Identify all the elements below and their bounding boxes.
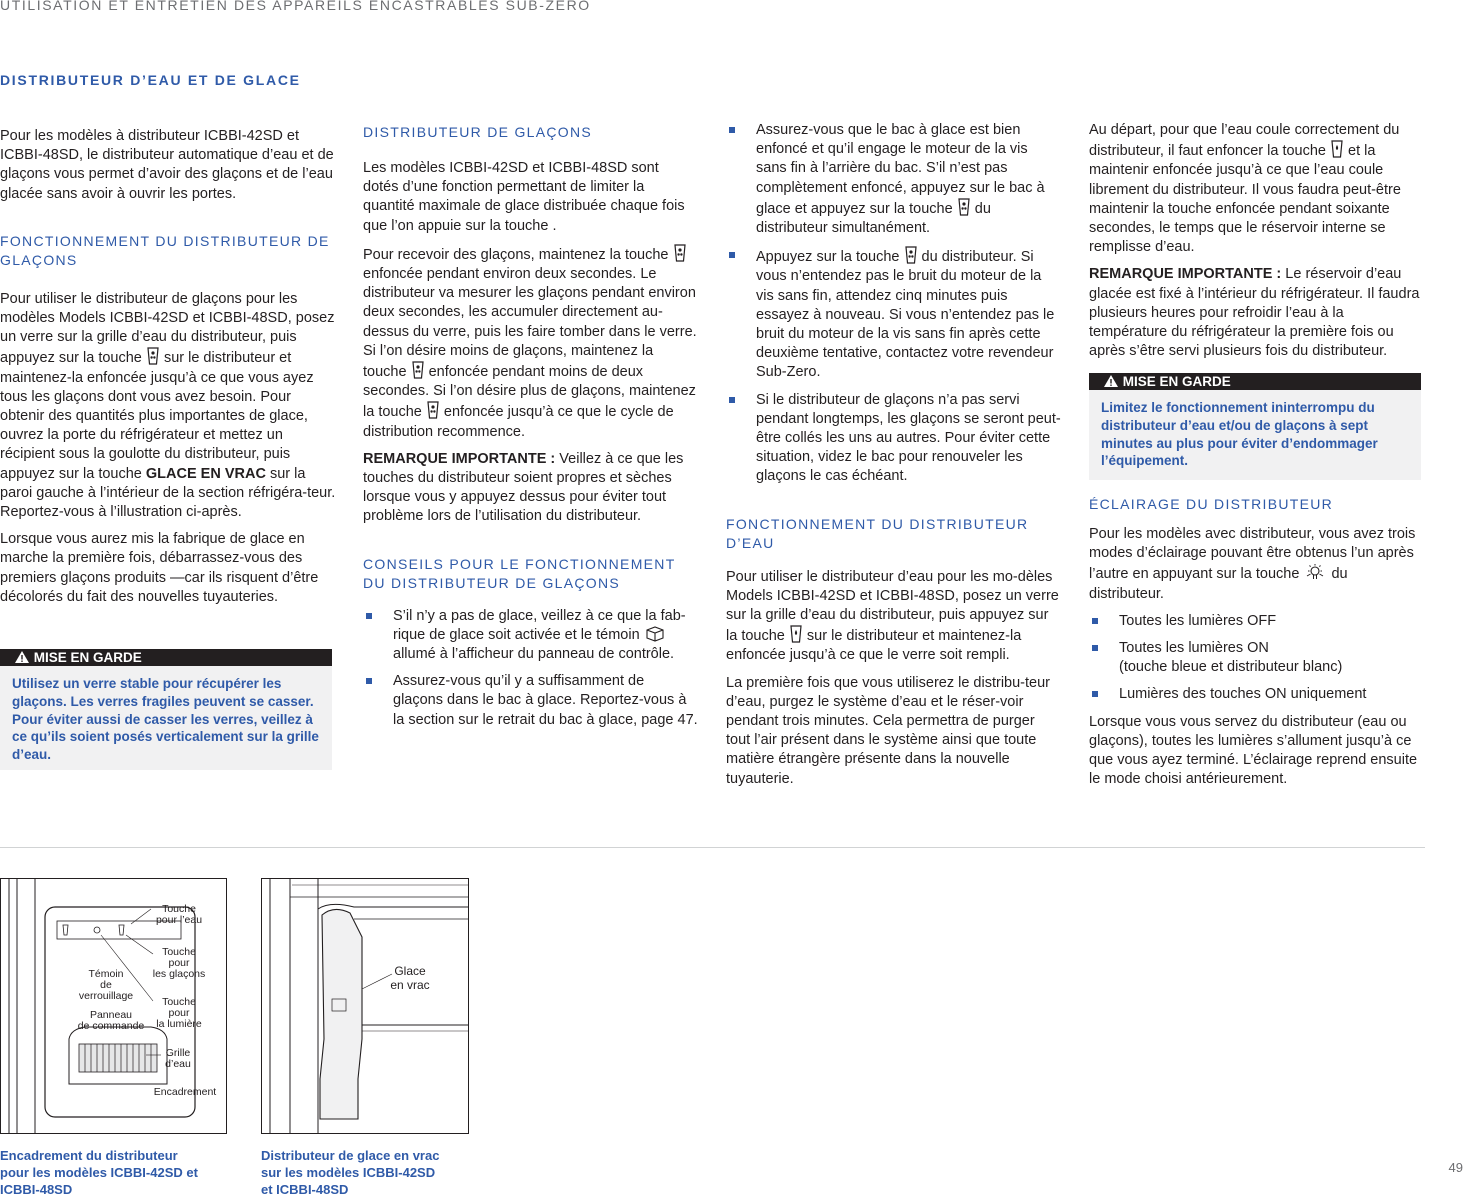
list-item: S’il n’y a pas de glace, veillez à ce que la fab-rique de glace soit activée et le témoin allumé à l’afficheur du panneau de contrôle. [363, 607, 698, 665]
important-note: REMARQUE IMPORTANTE : Veillez à ce que les touches du distributeur soient propres et sèches lorsque vous y appuyez dessus pour éviter tout problème lors de l’utilisation du distributeur. [363, 450, 684, 525]
list-item: Toutes les lumières OFF [1089, 612, 1425, 631]
water-purge-paragraph: La première fois que vous utiliserez le distribu-teur d’eau, purgez le système d’eau et le réser-voir pendant trois minutes. Cela permettra de purger tout l’air présent dans le système ainsi que toute matière étrangère présente dans la nouvelle tuyauterie. [726, 674, 1050, 787]
running-head: UTILISATION ET ENTRETIEN DES APPAREILS ENCASTRABLES SUB-ZERO [0, 0, 591, 13]
column-4-lower [1089, 495, 1425, 797]
ice-glass-icon [427, 401, 439, 419]
ice-glass-icon [412, 361, 424, 379]
lighting-modes-list [1089, 612, 1425, 705]
water-glass-icon [1331, 140, 1343, 158]
warning-box-1 [0, 649, 332, 770]
ice-tips-heading: CONSEILS POUR LE FONCTIONNEMENT DU DISTRIBUTEUR DE GLAÇONS [363, 555, 676, 591]
light-button-label: Touche pour la lumière [156, 996, 202, 1030]
column-1 [0, 127, 336, 615]
water-glass-icon [790, 625, 802, 643]
light-bulb-icon [1304, 563, 1326, 581]
divider [0, 847, 1425, 848]
figure-2-caption: Distributeur de glace en vrac sur les modèles ICBBI-42SD et ICBBI-48SD [261, 1148, 440, 1197]
bulk-ice-label: Glace en vrac [390, 964, 430, 992]
ice-tips-list-continued [726, 121, 1061, 487]
column-4 [1089, 121, 1425, 369]
column-3 [726, 121, 1061, 797]
ice-glass-icon [147, 347, 159, 365]
column-2 [363, 123, 698, 738]
water-start-paragraph: Au départ, pour que l’eau coule correctement du distributeur, il faut enfoncer la touche et la maintenir enfoncée jusqu’à ce que l’eau coule librement du distributeur. Il vous faudra peut-être maintenir la touche enfoncée pendant soixante secondes, le temps que le réservoir interne se remplisse d’eau. [1089, 122, 1401, 256]
ice-button-label: Touche pour les glaçons [152, 946, 206, 980]
water-button-label: Touche pour l’eau [155, 903, 203, 926]
bulk-ice-label: GLACE EN VRAC [145, 465, 266, 482]
lighting-heading: ÉCLAIRAGE DU DISTRIBUTEUR [1089, 496, 1334, 512]
water-dispenser-operation-heading: FONCTIONNEMENT DU DISTRIBUTEUR D’EAU [726, 515, 1029, 551]
list-item: Assurez-vous qu’il y a suffisamment de glaçons dans le bac à glace. Reportez-vous à la section sur le retrait du bac à glace, page 47. [363, 672, 698, 730]
page-number: 49 [1448, 1160, 1463, 1175]
lighting-paragraph: Pour les modèles avec distributeur, vous avez trois modes d’éclairage pouvant être obtenus l’un après l’autre en appuyant sur la touche du distributeur. [1089, 526, 1416, 602]
intro-paragraph: Pour les modèles à distributeur ICBBI-42SD et ICBBI-48SD, le distributeur automatique d’eau et de glaçons vous permet d’avoir des glaçons et de l’eau glacée sans avoir à ouvrir les portes. [0, 128, 334, 202]
warning-text: Utilisez un verre stable pour récupérer les glaçons. Les verres fragiles peuvent se casser. Pour éviter aussi de casser les verres, veillez à ce qu’ils soient posés verticalement sur la grille d’eau. [12, 676, 319, 763]
ice-dispenser-operation-heading: FONCTIONNEMENT DU DISTRIBUTEUR DE GLAÇONS [0, 232, 330, 268]
list-item: Lumières des touches ON uniquement [1089, 685, 1425, 704]
ice-glass-icon [674, 244, 686, 262]
important-note: REMARQUE IMPORTANTE : Le réservoir d’eau glacée est fixé à l’intérieur du réfrigérateur. Il faudra plusieurs heures pour refroidir l’eau à la température du réfrigérateur la première fois ou après s’être servi plusieurs fois du distributeur. [1089, 266, 1420, 360]
water-operation-paragraph: Pour utiliser le distributeur d’eau pour les mo-dèles Models ICBBI-42SD et ICBBI-48SD, posez un verre sur la grille d’eau du distributeur, puis appuyez sur la touche sur le distributeur et maintenez-la enfoncée jusqu’à ce que le verre soit rempli. [726, 568, 1059, 664]
warning-header: MISE EN GARDE [0, 649, 332, 666]
ice-dispenser-heading: DISTRIBUTEUR DE GLAÇONS [363, 124, 593, 140]
ice-glass-icon [958, 198, 970, 216]
frame-label: Encadrement [153, 1086, 217, 1098]
lock-indicator-label: Témoin de verrouillage [78, 968, 134, 1002]
water-grille-label: Grille d’eau [165, 1047, 191, 1070]
bulk-ice-figure [261, 878, 469, 1134]
first-use-paragraph: Lorsque vous aurez mis la fabrique de glace en marche la première fois, débarrassez-vous des premiers glaçons produits —car ils risquent d’être décolorés du fait des nouvelles tuyauteries. [0, 531, 319, 605]
list-item: Assurez-vous que le bac à glace est bien enfoncé et qu’il engage le moteur de la vis sans fin à l’arrière du bac. S’il n’est pas complètement enfoncé, appuyez sur le bac à glace et appuyez sur la touche du distributeur simultanément. [726, 121, 1061, 238]
list-item: Toutes les lumières ON (touche bleue et distributeur blanc) [1089, 639, 1425, 677]
ice-limit-paragraph: Les modèles ICBBI-42SD et ICBBI-48SD sont dotés d’une fonction permettant de limiter la quantité maximale de glace distribuée chaque fois que l’on appuie sur la touche . [363, 160, 685, 234]
lighting-behavior-paragraph: Lorsque vous vous servez du distributeur (eau ou glaçons), toutes les lumières s’allument jusqu’à ce que vous ayez terminé. L’éclairage reprend ensuite le mode choisi antérieurement. [1089, 713, 1418, 788]
section-title: DISTRIBUTEUR D’EAU ET DE GLACE [0, 72, 301, 88]
list-item: Si le distributeur de glaçons n’a pas servi pendant longtemps, les glaçons se seront peut-être collés les uns au autres. Pour éviter cette situation, videz le bac pour renouveler les glaçons le cas échéant. [726, 391, 1061, 487]
figure-1-caption: Encadrement du distributeur pour les modèles ICBBI-42SD et ICBBI-48SD [0, 1148, 198, 1197]
control-panel-label: Panneau de commande [77, 1009, 145, 1032]
warning-text: Limitez le fonctionnement ininterrompu du distributeur d’eau et/ou de glaçons à sept minutes au plus pour éviter d’endommager l’équipement. [1101, 400, 1378, 469]
ice-receive-paragraph: Pour recevoir des glaçons, maintenez la touche enfoncée pendant environ deux secondes. Le distributeur va mesurer les glaçons pendant environ deux secondes, les accumuler directement au-dessus du verre, puis les faire tomber dans le verre. Si l’on désire moins de glaçons, maintenez la touche enfoncée pendant moins de deux secondes. Si l’on désire plus de glaçons, maintenez la touche enfoncée jusqu’à ce que le cycle de distribution recommence. [363, 244, 698, 442]
warning-triangle-icon [1104, 375, 1118, 387]
ice-operation-paragraph: Pour utiliser le distributeur de glaçons pour les modèles Models ICBBI-42SD et ICBBI-48SD, posez un verre sur la grille d’eau du distributeur, puis appuyez sur la touche sur le distributeur et maintenez-la enfoncée jusqu’à ce que vous ayez tous les glaçons dont vous avez besoin. Pour obtenir des quantités plus importantes de glace, ouvrez la porte du réfrigérateur et mettez un récipient sous la goulotte du distributeur, puis appuyez sur la touche GLACE EN VRAC sur la paroi gauche à l’intérieur de la section réfrigéra-teur. Reportez-vous à l’illustration ci-après. [0, 290, 336, 521]
ice-maker-indicator-icon [645, 626, 665, 642]
warning-box-2 [1089, 373, 1421, 480]
warning-header: MISE EN GARDE [1089, 373, 1421, 390]
ice-tips-list [363, 607, 698, 730]
bulk-ice-illustration [262, 879, 468, 1133]
list-item: Appuyez sur la touche du distributeur. Si vous n’entendez pas le bruit du moteur de la vis sans fin, attendez cinq minutes puis essayez à nouveau. Si vous n’entendez pas le bruit du moteur de la vis sans fin après cette deuxième tentative, contactez votre revendeur Sub-Zero. [726, 246, 1061, 382]
ice-glass-icon [905, 246, 917, 264]
dispenser-frame-figure [0, 878, 227, 1134]
warning-triangle-icon [15, 651, 29, 663]
